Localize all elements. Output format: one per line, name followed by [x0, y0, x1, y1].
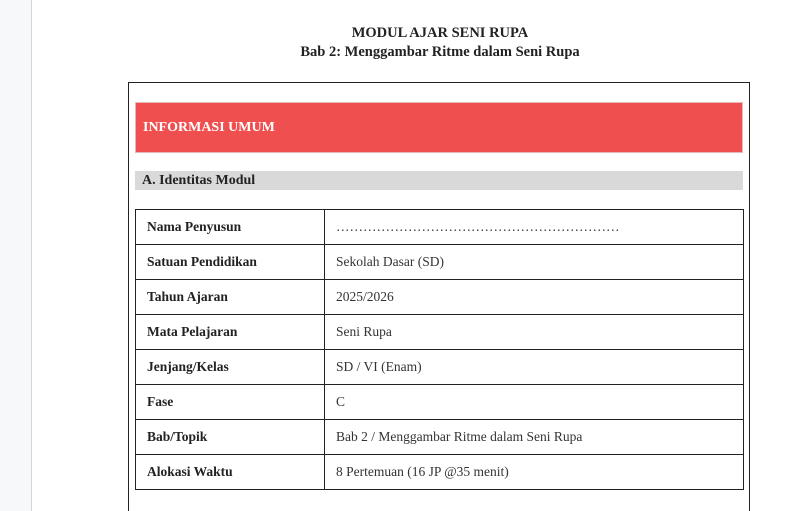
- table-row: [136, 245, 744, 280]
- table-row: [136, 350, 744, 385]
- row-label: Fase: [136, 385, 325, 420]
- row-value: Bab 2 / Menggambar Ritme dalam Seni Rupa: [325, 420, 744, 455]
- row-label: Jenjang/Kelas: [136, 350, 325, 385]
- row-label: Nama Penyusun: [136, 210, 325, 245]
- row-value: ………………………………………………………: [325, 210, 744, 245]
- row-value: C: [325, 385, 744, 420]
- row-label: Mata Pelajaran: [136, 315, 325, 350]
- table-row: [136, 280, 744, 315]
- document-title-block: [128, 24, 752, 62]
- row-label: Alokasi Waktu: [136, 455, 325, 490]
- row-label: Tahun Ajaran: [136, 280, 325, 315]
- row-label: Bab/Topik: [136, 420, 325, 455]
- module-identity-table: [135, 209, 744, 490]
- left-gutter: [0, 0, 32, 511]
- table-row: [136, 420, 744, 455]
- row-value: Seni Rupa: [325, 315, 744, 350]
- table-row: [136, 385, 744, 420]
- row-value: SD / VI (Enam): [325, 350, 744, 385]
- table-row: [136, 455, 744, 490]
- document-subtitle: Bab 2: Menggambar Ritme dalam Seni Rupa: [300, 44, 580, 60]
- row-value: 8 Pertemuan (16 JP @35 menit): [325, 455, 744, 490]
- table-row: [136, 315, 744, 350]
- document-title: MODUL AJAR SENI RUPA: [351, 25, 529, 41]
- row-value: Sekolah Dasar (SD): [325, 245, 744, 280]
- row-label: Satuan Pendidikan: [136, 245, 325, 280]
- section-heading-banner: INFORMASI UMUM: [135, 102, 743, 153]
- row-value: 2025/2026: [325, 280, 744, 315]
- table-row: [136, 210, 744, 245]
- subsection-heading: A. Identitas Modul: [135, 171, 743, 190]
